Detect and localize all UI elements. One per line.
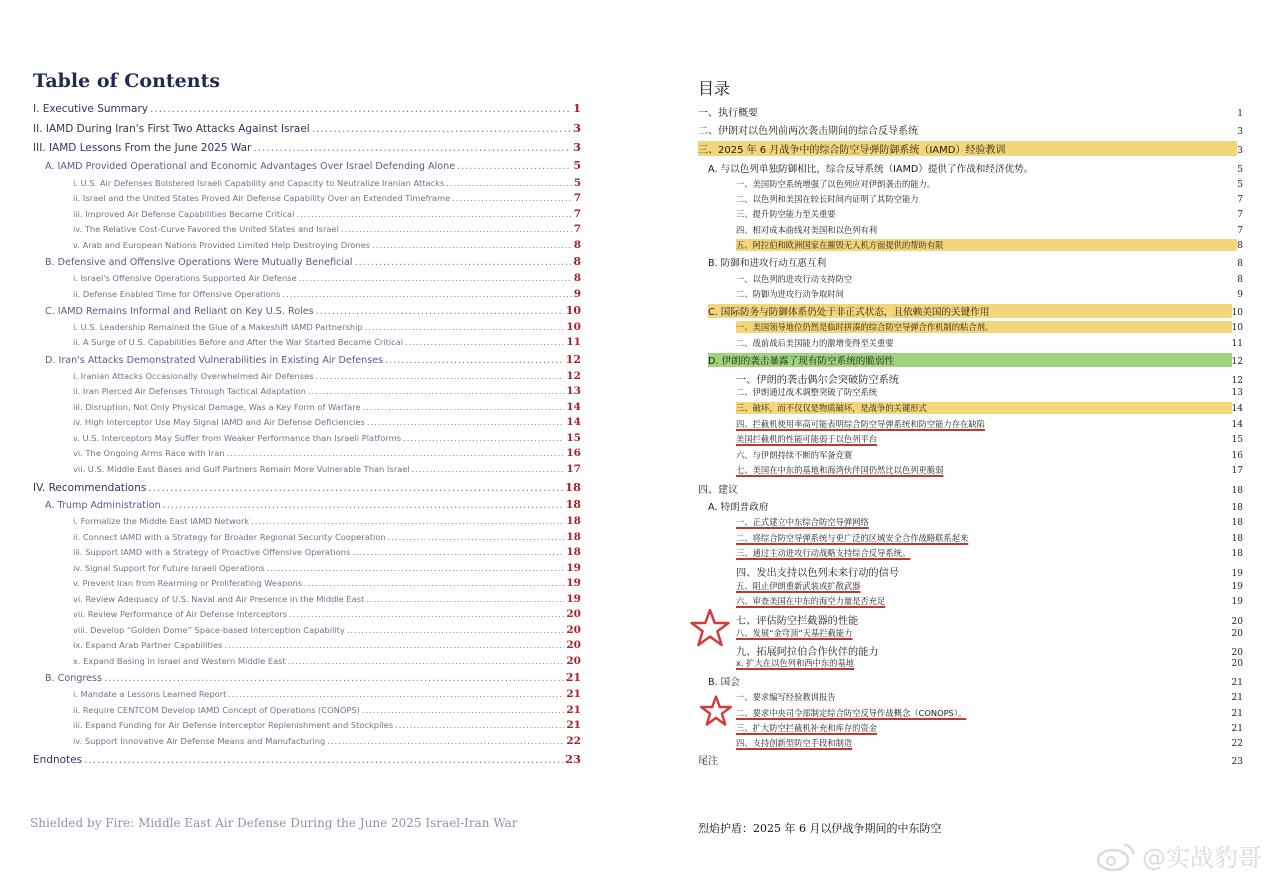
- toc-entry-label: I. Executive Summary: [33, 103, 148, 115]
- toc-entry-cn[interactable]: [736, 547, 1243, 559]
- toc-entry-page: 17: [566, 463, 581, 475]
- toc-entry-page: 15: [566, 432, 581, 444]
- toc-entry-page: 14: [1231, 420, 1243, 430]
- toc-entry-page: 18: [1231, 486, 1243, 496]
- toc-entry-page: 21: [566, 704, 581, 716]
- dot-leader: [363, 402, 565, 412]
- toc-entry-en[interactable]: [73, 719, 581, 731]
- toc-entry-label: 二、战前战后美国能力的激增变得至关重要: [736, 338, 894, 348]
- toc-entry-cn[interactable]: [736, 386, 1243, 398]
- toc-entry-label: 三、破坏，而不仅仅是物质破坏，是战争的关键形式: [736, 402, 1232, 414]
- toc-entry-en[interactable]: [73, 735, 581, 747]
- toc-entry-en[interactable]: [73, 624, 581, 636]
- toc-entry-cn[interactable]: [698, 141, 1243, 156]
- toc-entry-label: v. Prevent Iran from Rearming or Proliferating Weapons: [73, 578, 303, 588]
- dot-leader: [296, 209, 571, 219]
- toc-entry-label: 二、将综合防空导弹系统与更广泛的区域安全合作战略联系起来: [736, 533, 969, 543]
- toc-entry-page: 5: [1237, 180, 1243, 190]
- toc-entry-label: 三、通过主动进攻行动战略支持综合反导系统。: [736, 548, 911, 558]
- toc-entry-en[interactable]: [73, 515, 581, 527]
- toc-entry-page: 19: [1231, 597, 1243, 607]
- toc-entry-en[interactable]: [73, 177, 581, 189]
- toc-entry-label: ii. Require CENTCOM Develop IAMD Concept of Operations (CONOPS): [73, 705, 360, 715]
- toc-entry-en[interactable]: [73, 577, 581, 589]
- toc-entry-page: 18: [564, 480, 581, 494]
- toc-entry-label: 二、以色列和美国在较长时间内证明了其防空能力: [736, 194, 919, 204]
- toc-entry-cn[interactable]: [708, 353, 1243, 367]
- toc-entry-label: B. 国会: [708, 677, 740, 688]
- toc-entry-cn[interactable]: [708, 304, 1243, 318]
- toc-entry-page: 9: [1237, 290, 1243, 300]
- toc-entry-label: vi. The Ongoing Arms Race with Iran: [73, 448, 225, 458]
- toc-entry-cn[interactable]: [736, 516, 1243, 528]
- toc-entry-label: ii. Iran Pierced Air Defenses Through Tactical Adaptation: [73, 386, 306, 396]
- toc-entry-en[interactable]: [73, 688, 581, 700]
- toc-entry-page: 19: [1231, 569, 1243, 579]
- toc-entry-page: 15: [1231, 435, 1243, 445]
- toc-entry-page: 21: [565, 671, 581, 684]
- toc-entry-page: 8: [573, 239, 581, 251]
- toc-entry-en[interactable]: [73, 531, 581, 543]
- toc-entry-label: 一、正式建立中东综合防空导弹网络: [736, 517, 869, 527]
- toc-entry-cn[interactable]: [736, 193, 1243, 205]
- toc-entry-cn[interactable]: [736, 627, 1243, 639]
- watermark-text: @实战豹哥: [1142, 844, 1262, 872]
- toc-entry-page: 14: [566, 401, 581, 413]
- dot-leader: [282, 289, 571, 299]
- toc-entry-label: 七、美国在中东的基地和海湾伙伴国仍然比以色列更脆弱: [736, 465, 944, 475]
- toc-entry-en[interactable]: [73, 447, 581, 459]
- toc-entry-label: A. 与以色列单独防御相比，综合反导系统（IAMD）提供了作战和经济优势。: [708, 164, 1034, 175]
- dot-leader: [452, 193, 571, 203]
- dot-leader: [304, 578, 564, 588]
- dot-leader: [405, 337, 564, 347]
- toc-entry-page: 7: [1237, 210, 1243, 220]
- toc-entry-label: viii. Develop “Golden Dome” Space-based Interception Capability: [73, 625, 345, 635]
- toc-entry-page: 18: [566, 546, 581, 558]
- toc-entry-en[interactable]: [73, 321, 581, 333]
- toc-entry-page: 19: [566, 593, 581, 605]
- dot-leader: [228, 689, 564, 699]
- toc-entry-label: 二、伊朗通过战术调整突破了防空系统: [736, 387, 878, 397]
- english-footer: Shielded by Fire: Middle East Air Defense During the June 2025 Israel-Iran War: [30, 816, 518, 830]
- toc-entry-page: 10: [566, 321, 581, 333]
- toc-entry-cn[interactable]: [698, 752, 1243, 767]
- dot-leader: [312, 123, 571, 135]
- toc-entry-page: 18: [1231, 503, 1243, 513]
- dot-leader: [372, 240, 572, 250]
- toc-entry-cn[interactable]: [736, 722, 1243, 734]
- toc-entry-label: 一、美国领导地位仍然是临时拼凑的综合防空导弹合作机制的粘合剂。: [736, 321, 1232, 333]
- star-annotation-icon: [700, 695, 732, 727]
- toc-entry-page: 18: [565, 498, 581, 511]
- toc-entry-label: A. Trump Administration: [45, 500, 161, 511]
- toc-entry-cn[interactable]: [736, 595, 1243, 607]
- toc-entry-en[interactable]: [45, 255, 581, 268]
- toc-entry-label: Endnotes: [33, 754, 83, 766]
- dot-leader: [251, 516, 564, 526]
- toc-entry-page: 21: [566, 688, 581, 700]
- toc-entry-en[interactable]: [73, 370, 581, 382]
- toc-entry-cn[interactable]: [736, 402, 1243, 414]
- dot-leader: [227, 448, 565, 458]
- toc-title-en: Table of Contents: [33, 70, 221, 92]
- toc-entry-label: II. IAMD During Iran's First Two Attacks Against Israel: [33, 123, 310, 135]
- toc-entry-label: 四、拦截机使用率高可能表明综合防空导弹系统和防空能力存在缺陷: [736, 419, 985, 429]
- dot-leader: [352, 547, 564, 557]
- toc-entry-page: 7: [573, 223, 581, 235]
- toc-entry-label: 三、扩大防空拦截机补充和库存的资金: [736, 723, 878, 733]
- toc-entry-cn[interactable]: [736, 707, 1243, 719]
- toc-entry-label: i. Iranian Attacks Occasionally Overwhelmed Air Defenses: [73, 371, 314, 381]
- toc-entry-label: D. Iran's Attacks Demonstrated Vulnerabilities in Existing Air Defenses: [45, 355, 384, 366]
- toc-entry-label: 二、防御为进攻行动争取时间: [736, 289, 844, 299]
- toc-entry-en[interactable]: [45, 671, 581, 684]
- toc-entry-page: 22: [566, 735, 581, 747]
- toc-entry-cn[interactable]: [736, 371, 1243, 386]
- toc-entry-page: 20: [566, 639, 581, 651]
- toc-entry-page: 19: [1231, 582, 1243, 592]
- toc-entry-cn[interactable]: [736, 464, 1243, 476]
- toc-entry-page: 18: [566, 531, 581, 543]
- toc-entry-label: i. Formalize the Middle East IAMD Network: [73, 516, 250, 526]
- toc-entry-page: 5: [573, 159, 581, 172]
- toc-entry-label: 二、伊朗对以色列前两次袭击期间的综合反导系统: [698, 126, 918, 137]
- toc-entry-en[interactable]: [33, 480, 581, 494]
- dot-leader: [385, 355, 564, 366]
- toc-entry-page: 22: [1231, 739, 1243, 749]
- toc-entry-label: x. 扩大在以色列和西中东的基地: [736, 658, 855, 668]
- toc-entry-label: i. U.S. Air Defenses Bolstered Israeli Capability and Capacity to Neutralize Iranian Attacks: [73, 178, 445, 188]
- toc-entry-cn[interactable]: [736, 657, 1243, 669]
- dot-leader: [347, 625, 565, 635]
- toc-entry-en[interactable]: [73, 463, 581, 475]
- toc-entry-page: 20: [566, 624, 581, 636]
- toc-entry-label: 五、阻止伊朗重新武装或扩散武器: [736, 581, 861, 591]
- toc-entry-page: 18: [1231, 549, 1243, 559]
- toc-entry-page: 19: [566, 562, 581, 574]
- toc-entry-label: B. Congress: [45, 673, 103, 684]
- toc-entry-page: 23: [564, 752, 581, 766]
- toc-entry-page: 11: [1231, 339, 1243, 349]
- toc-entry-en[interactable]: [73, 208, 581, 220]
- toc-entry-label: A. 特朗普政府: [708, 502, 769, 513]
- toc-entry-en[interactable]: [73, 223, 581, 235]
- toc-entry-label: 一、执行概要: [698, 108, 758, 119]
- toc-entry-label: ii. Defense Enabled Time for Offensive Operations: [73, 289, 281, 299]
- toc-entry-cn[interactable]: [736, 643, 1243, 658]
- toc-entry-page: 21: [1231, 693, 1243, 703]
- toc-entry-label: 三、提升防空能力至关重要: [736, 209, 836, 219]
- toc-entry-label: iii. Expand Funding for Air Defense Interceptor Replenishment and Stockpiles: [73, 720, 394, 730]
- dot-leader: [289, 609, 564, 619]
- toc-entry-label: 四、发出支持以色列未来行动的信号: [736, 568, 899, 579]
- toc-entry-page: 8: [1237, 241, 1243, 251]
- toc-entry-label: iv. Support Innovative Air Defense Means and Manufacturing: [73, 736, 326, 746]
- toc-entry-label: iv. The Relative Cost-Curve Favored the United States and Israel: [73, 224, 339, 234]
- toc-entry-label: vii. Review Performance of Air Defense Interceptors: [73, 609, 288, 619]
- toc-entry-cn[interactable]: [736, 580, 1243, 592]
- toc-entry-cn[interactable]: [708, 499, 1243, 513]
- toc-entry-label: iii. Disruption, Not Only Physical Damage, Was a Key Form of Warfare: [73, 402, 361, 412]
- dot-leader: [148, 482, 563, 494]
- toc-entry-label: 三、2025 年 6 月战争中的综合防空导弹防御系统（IAMD）经验教训: [698, 141, 1237, 156]
- toc-entry-page: 20: [1231, 617, 1243, 627]
- toc-entry-page: 7: [1237, 195, 1243, 205]
- toc-entry-label: B. Defensive and Offensive Operations Were Mutually Beneficial: [45, 257, 353, 268]
- toc-entry-page: 3: [572, 121, 581, 135]
- dot-leader: [316, 306, 564, 317]
- toc-entry-label: B. 防御和进攻行动互惠互利: [708, 258, 827, 269]
- toc-entry-cn[interactable]: [698, 122, 1243, 137]
- toc-entry-page: 12: [1231, 376, 1243, 386]
- toc-entry-page: 9: [573, 288, 581, 300]
- toc-entry-cn[interactable]: [736, 224, 1243, 236]
- toc-entry-label: III. IAMD Lessons From the June 2025 War: [33, 142, 252, 154]
- toc-entry-label: 六、与伊朗持续不断的军备竞赛: [736, 450, 853, 460]
- toc-entry-cn[interactable]: [698, 104, 1243, 119]
- toc-entry-en[interactable]: [73, 288, 581, 300]
- toc-entry-label: i. U.S. Leadership Remained the Glue of a Makeshift IAMD Partnership: [73, 322, 363, 332]
- toc-entry-page: 3: [1237, 146, 1243, 156]
- toc-entry-cn[interactable]: [736, 321, 1243, 333]
- dot-leader: [457, 161, 571, 172]
- toc-entry-label: 九、拓展阿拉伯合作伙伴的能力: [736, 647, 879, 658]
- toc-entry-page: 21: [1231, 709, 1243, 719]
- toc-entry-label: i. Mandate a Lessons Learned Report: [73, 689, 227, 699]
- toc-entry-page: 18: [1231, 534, 1243, 544]
- toc-entry-en[interactable]: [73, 608, 581, 620]
- toc-entry-label: 一、伊朗的袭击偶尔会突破防空系统: [736, 375, 899, 386]
- dot-leader: [267, 563, 565, 573]
- toc-entry-en[interactable]: [73, 401, 581, 413]
- toc-entry-page: 19: [566, 577, 581, 589]
- dot-leader: [446, 178, 571, 188]
- toc-entry-en[interactable]: [45, 498, 581, 511]
- toc-entry-label: v. U.S. Interceptors May Suffer from Weaker Performance than Israeli Platforms: [73, 433, 402, 443]
- toc-entry-label: iv. High Interceptor Use May Signal IAMD and Air Defense Deficiencies: [73, 417, 365, 427]
- toc-entry-cn[interactable]: [736, 612, 1243, 627]
- toc-entry-label: iii. Improved Air Defense Capabilities Became Critical: [73, 209, 295, 219]
- toc-entry-cn[interactable]: [736, 564, 1243, 579]
- toc-entry-page: 21: [566, 719, 581, 731]
- toc-entry-page: 11: [566, 336, 581, 348]
- dot-leader: [308, 386, 565, 396]
- toc-entry-cn[interactable]: [736, 273, 1243, 285]
- dot-leader: [365, 322, 565, 332]
- toc-entry-page: 1: [572, 101, 581, 115]
- toc-entry-label: 四、建议: [698, 485, 738, 496]
- dot-leader: [316, 371, 565, 381]
- dot-leader: [253, 142, 571, 154]
- toc-entry-page: 14: [566, 416, 581, 428]
- toc-entry-cn[interactable]: [736, 288, 1243, 300]
- toc-entry-label: iv. Signal Support for Future Israeli Operations: [73, 563, 265, 573]
- toc-entry-en[interactable]: [33, 752, 581, 766]
- toc-entry-page: 20: [1231, 648, 1243, 658]
- dot-leader: [366, 594, 564, 604]
- toc-entry-label: IV. Recommendations: [33, 482, 147, 494]
- toc-entry-page: 20: [1231, 659, 1243, 669]
- toc-entry-en[interactable]: [45, 159, 581, 172]
- toc-entry-cn[interactable]: [736, 691, 1243, 703]
- toc-entry-page: 23: [1231, 757, 1243, 767]
- toc-entry-label: 四、支持创新型防空手段和制造: [736, 738, 853, 748]
- toc-entry-page: 7: [573, 192, 581, 204]
- toc-entry-label: 美国拦截机的性能可能弱于以色列平台: [736, 434, 878, 444]
- toc-entry-en[interactable]: [33, 101, 581, 115]
- chinese-footer: 烈焰护盾：2025 年 6 月以伊战争期间的中东防空: [698, 822, 942, 835]
- toc-entry-label: iii. Support IAMD with a Strategy of Proactive Offensive Operations: [73, 547, 351, 557]
- toc-entry-cn[interactable]: [736, 532, 1243, 544]
- toc-entry-label: C. IAMD Remains Informal and Reliant on Key U.S. Roles: [45, 306, 314, 317]
- toc-entry-label: 五、阿拉伯和欧洲国家在摧毁无人机方面提供的帮助有限: [736, 239, 1237, 251]
- toc-entry-label: 一、美国防空系统增强了以色列应对伊朗袭击的能力。: [736, 179, 936, 189]
- toc-entry-label: 六、审查美国在中东的海空力量是否充足: [736, 596, 886, 606]
- toc-entry-page: 16: [1231, 451, 1243, 461]
- toc-entry-page: 21: [1231, 678, 1243, 688]
- dot-leader: [299, 273, 572, 283]
- toc-entry-cn[interactable]: [736, 337, 1243, 349]
- toc-entry-page: 13: [566, 385, 581, 397]
- dot-leader: [84, 754, 563, 766]
- toc-entry-page: 5: [573, 177, 581, 189]
- english-page: [0, 0, 600, 890]
- toc-entry-en[interactable]: [45, 304, 581, 317]
- toc-entry-label: vi. Review Adequacy of U.S. Naval and Air Presence in the Middle East: [73, 594, 365, 604]
- toc-entry-page: 18: [1231, 518, 1243, 528]
- toc-entry-cn[interactable]: [736, 737, 1243, 749]
- toc-entry-cn[interactable]: [708, 255, 1243, 269]
- toc-entry-page: 13: [1231, 388, 1243, 398]
- dot-leader: [224, 640, 564, 650]
- toc-entry-page: 8: [1237, 259, 1243, 269]
- toc-entry-cn[interactable]: [708, 161, 1243, 175]
- toc-entry-label: i. Israel's Offensive Operations Supported Air Defense: [73, 273, 297, 283]
- toc-entry-cn[interactable]: [736, 418, 1243, 430]
- toc-entry-cn[interactable]: [736, 433, 1243, 445]
- toc-entry-en[interactable]: [73, 562, 581, 574]
- toc-entry-cn[interactable]: [736, 208, 1243, 220]
- toc-entry-page: 7: [1237, 226, 1243, 236]
- toc-entry-cn[interactable]: [736, 449, 1243, 461]
- toc-entry-en[interactable]: [73, 639, 581, 651]
- toc-entry-en[interactable]: [73, 192, 581, 204]
- dot-leader: [355, 257, 572, 268]
- toc-entry-en[interactable]: [33, 121, 581, 135]
- toc-entry-page: 3: [1237, 127, 1243, 137]
- toc-entry-page: 5: [1237, 165, 1243, 175]
- watermark: [1096, 838, 1262, 873]
- toc-entry-en[interactable]: [73, 593, 581, 605]
- toc-entry-label: ix. Expand Arab Partner Capabilities: [73, 640, 223, 650]
- toc-entry-cn[interactable]: [736, 178, 1243, 190]
- toc-entry-en[interactable]: [73, 385, 581, 397]
- toc-entry-page: 20: [566, 655, 581, 667]
- toc-entry-en[interactable]: [73, 239, 581, 251]
- toc-entry-label: ii. Connect IAMD with a Strategy for Broader Regional Security Cooperation: [73, 532, 386, 542]
- toc-entry-label: 一、以色列的进攻行动支持防空: [736, 274, 853, 284]
- dot-leader: [327, 736, 564, 746]
- toc-entry-label: A. IAMD Provided Operational and Economic Advantages Over Israel Defending Alone: [45, 161, 456, 172]
- toc-entry-cn[interactable]: [736, 239, 1243, 251]
- toc-entry-page: 20: [566, 608, 581, 620]
- star-annotation-icon: [690, 608, 730, 648]
- dot-leader: [104, 673, 564, 684]
- dot-leader: [341, 224, 572, 234]
- toc-entry-label: D. 伊朗的袭击暴露了现有防空系统的脆弱性: [708, 353, 1232, 367]
- toc-entry-page: 12: [1231, 357, 1243, 367]
- toc-entry-page: 1: [1237, 109, 1243, 119]
- toc-entry-label: 四、相对成本曲线对美国和以色列有利: [736, 225, 878, 235]
- toc-entry-page: 8: [573, 255, 581, 268]
- dot-leader: [288, 656, 565, 666]
- toc-entry-en[interactable]: [73, 416, 581, 428]
- toc-entry-en[interactable]: [73, 704, 581, 716]
- toc-entry-en[interactable]: [73, 272, 581, 284]
- toc-entry-page: 18: [566, 515, 581, 527]
- toc-entry-en[interactable]: [73, 432, 581, 444]
- toc-title-cn: 目录: [698, 79, 731, 98]
- toc-entry-page: 17: [1231, 466, 1243, 476]
- toc-entry-label: x. Expand Basing in Israel and Western Middle East: [73, 656, 286, 666]
- toc-entry-label: 尾注: [698, 756, 718, 767]
- dot-leader: [362, 705, 565, 715]
- toc-entry-page: 8: [573, 272, 581, 284]
- toc-entry-label: C. 国际防务与防御体系仍处于非正式状态，且依赖美国的关键作用: [708, 304, 1232, 318]
- dot-leader: [367, 417, 565, 427]
- dot-leader: [412, 464, 565, 474]
- toc-entry-en[interactable]: [45, 353, 581, 366]
- toc-entry-en[interactable]: [73, 546, 581, 558]
- toc-entry-page: 21: [1231, 724, 1243, 734]
- dot-leader: [150, 103, 571, 115]
- toc-entry-page: 20: [1231, 629, 1243, 639]
- toc-entry-cn[interactable]: [698, 481, 1243, 496]
- toc-entry-label: v. Arab and European Nations Provided Limited Help Destroying Drones: [73, 240, 371, 250]
- weibo-logo-icon: [1096, 841, 1136, 871]
- dot-leader: [395, 720, 564, 730]
- toc-entry-page: 10: [1231, 308, 1243, 318]
- toc-entry-page: 10: [1231, 323, 1243, 333]
- toc-entry-page: 10: [565, 304, 581, 317]
- toc-entry-page: 14: [1231, 404, 1243, 414]
- toc-entry-page: 7: [573, 208, 581, 220]
- toc-entry-label: 七、评估防空拦截器的性能: [736, 616, 859, 627]
- toc-entry-page: 12: [566, 370, 581, 382]
- toc-entry-label: ii. Israel and the United States Proved Air Defense Capability Over an Extended Timeframe: [73, 193, 451, 203]
- dot-leader: [388, 532, 565, 542]
- toc-entry-page: 16: [566, 447, 581, 459]
- toc-entry-label: 八、发展“金穹顶”天基拦截能力: [736, 628, 853, 638]
- toc-entry-cn[interactable]: [708, 674, 1243, 688]
- toc-entry-page: 12: [565, 353, 581, 366]
- toc-entry-page: 3: [572, 140, 581, 154]
- dot-leader: [403, 433, 564, 443]
- chinese-page: [650, 0, 1280, 890]
- toc-entry-en[interactable]: [73, 655, 581, 667]
- toc-entry-label: vii. U.S. Middle East Bases and Gulf Partners Remain More Vulnerable Than Israel: [73, 464, 410, 474]
- toc-entry-en[interactable]: [73, 336, 581, 348]
- toc-entry-label: 一、要求编写经验教训报告: [736, 692, 836, 702]
- toc-entry-label: ii. A Surge of U.S. Capabilities Before and After the War Started Became Critical: [73, 337, 404, 347]
- toc-entry-label: 二、要求中央司令部制定综合防空反导作战概念（CONOPS）。: [736, 708, 967, 718]
- toc-entry-en[interactable]: [33, 140, 581, 154]
- toc-entry-page: 8: [1237, 275, 1243, 285]
- dot-leader: [163, 500, 564, 511]
